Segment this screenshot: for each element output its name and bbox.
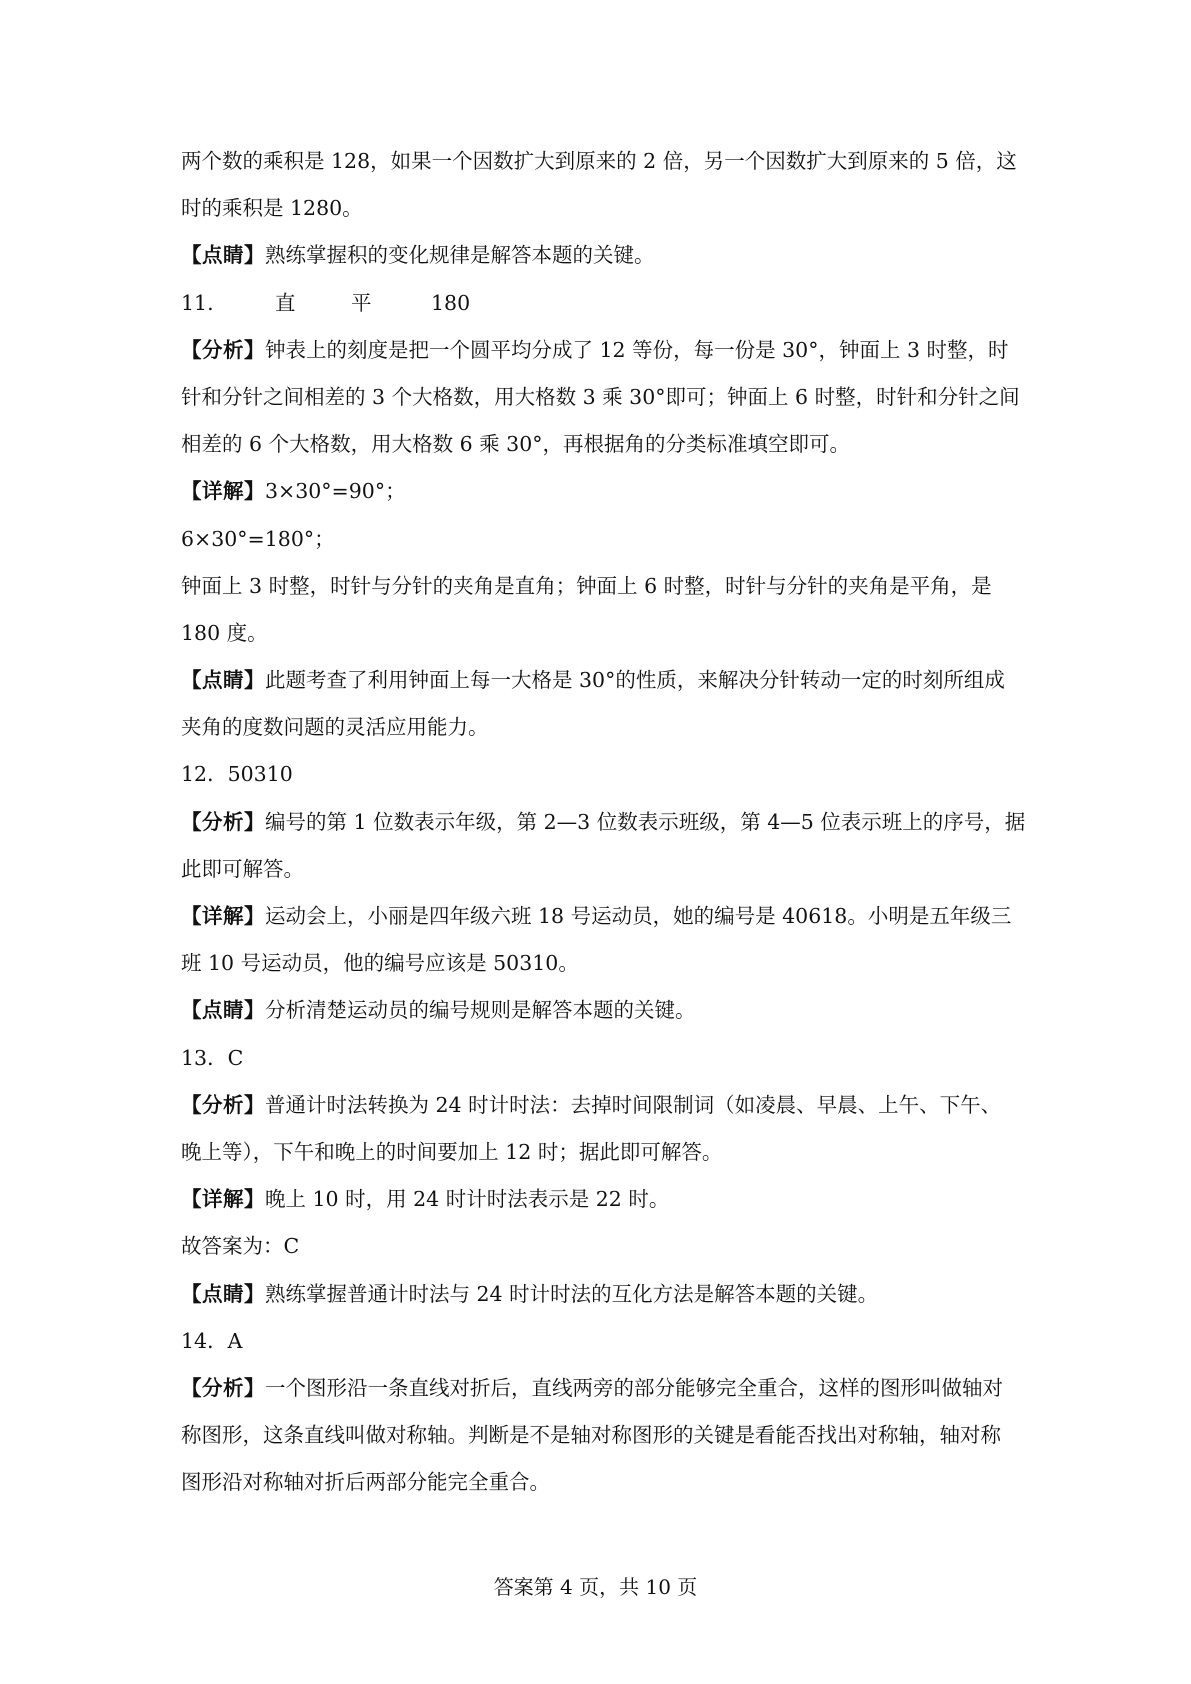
line-text: 一个图形沿一条直线对折后，直线两旁的部分能够完全重合，这样的图形叫做轴对 bbox=[265, 1375, 1003, 1400]
line-text: 图形沿对称轴对折后两部分能完全重合。 bbox=[181, 1470, 550, 1495]
line-text: 13．C bbox=[181, 1045, 244, 1070]
text-line bbox=[181, 657, 1021, 704]
text-line bbox=[181, 232, 1021, 279]
section-tag: 【分析】 bbox=[181, 337, 265, 362]
section-tag: 【详解】 bbox=[181, 1187, 265, 1212]
text-line bbox=[181, 374, 1021, 421]
section-tag: 【分析】 bbox=[181, 1092, 265, 1117]
text-line bbox=[181, 327, 1021, 374]
text-line bbox=[181, 1082, 1021, 1129]
line-text: 称图形，这条直线叫做对称轴。判断是不是轴对称图形的关键是看能否找出对称轴，轴对称 bbox=[181, 1423, 1001, 1448]
text-line bbox=[181, 1412, 1021, 1459]
answer-11-num: 11. bbox=[181, 290, 214, 315]
answer-11-a3: 180 bbox=[431, 290, 471, 315]
line-text: 两个数的乘积是 128，如果一个因数扩大到原来的 2 倍，另一个因数扩大到原来的 5 倍，这 bbox=[181, 149, 1017, 173]
section-tag: 【详解】 bbox=[181, 904, 265, 928]
text-line bbox=[181, 138, 1021, 185]
text-line bbox=[181, 846, 1021, 893]
line-text: 班 10 号运动员，他的编号应该是 50310。 bbox=[181, 951, 579, 976]
line-text: 此即可解答。 bbox=[181, 856, 304, 881]
answer-11-a2: 平 bbox=[351, 290, 372, 315]
line-text: 运动会上，小丽是四年级六班 18 号运动员，她的编号是 40618。小明是五年级三 bbox=[265, 904, 1012, 928]
section-tag: 【点睛】 bbox=[181, 998, 265, 1023]
line-text: 编号的第 1 位数表示年级，第 2—3 位数表示班级，第 4—5 位表示班上的序号，据 bbox=[265, 809, 1026, 834]
line-text: 晚上 10 时，用 24 时计时法表示是 22 时。 bbox=[265, 1187, 670, 1212]
text-line bbox=[181, 468, 1021, 515]
line-text: 6×30°=180°； bbox=[181, 526, 335, 551]
text-line bbox=[181, 940, 1021, 987]
text-line bbox=[181, 185, 1021, 232]
line-text: 夹角的度数问题的灵活应用能力。 bbox=[181, 715, 489, 740]
line-text: 此题考查了利用钟面上每一大格是 30°的性质，来解决分针转动一定的时刻所组成 bbox=[265, 668, 1005, 693]
answer-11-line bbox=[181, 280, 1021, 327]
line-text: 晚上等），下午和晚上的时间要加上 12 时；据此即可解答。 bbox=[181, 1139, 723, 1164]
text-line bbox=[181, 1318, 1021, 1365]
text-line bbox=[181, 1365, 1021, 1412]
text-line bbox=[181, 751, 1021, 798]
line-text: 14．A bbox=[181, 1328, 243, 1353]
text-line bbox=[181, 516, 1021, 563]
section-tag: 【详解】 bbox=[181, 479, 265, 504]
text-line bbox=[181, 563, 1021, 610]
line-text: 普通计时法转换为 24 时计时法：去掉时间限制词（如凌晨、早晨、上午、下午、 bbox=[265, 1092, 1002, 1117]
line-text: 熟练掌握普通计时法与 24 时计时法的互化方法是解答本题的关键。 bbox=[265, 1281, 879, 1306]
section-tag: 【点睛】 bbox=[181, 668, 265, 693]
line-text: 3×30°=90°； bbox=[265, 479, 406, 504]
text-line bbox=[181, 704, 1021, 751]
line-text: 180 度。 bbox=[181, 620, 268, 645]
section-tag: 【分析】 bbox=[181, 1375, 265, 1400]
section-tag: 【点睛】 bbox=[181, 1281, 265, 1306]
text-line bbox=[181, 799, 1026, 846]
text-line bbox=[181, 1129, 1021, 1176]
line-text: 12．50310 bbox=[181, 762, 293, 787]
line-text: 钟面上 3 时整，时针与分针的夹角是直角；钟面上 6 时整，时针与分针的夹角是平角，是 bbox=[181, 573, 992, 598]
text-line bbox=[181, 1459, 1021, 1506]
line-text: 熟练掌握积的变化规律是解答本题的关键。 bbox=[265, 243, 655, 268]
line-text: 分析清楚运动员的编号规则是解答本题的关键。 bbox=[265, 998, 696, 1023]
line-text: 时的乘积是 1280。 bbox=[181, 196, 363, 221]
line-text: 相差的 6 个大格数，用大格数 6 乘 30°，再根据角的分类标准填空即可。 bbox=[181, 432, 851, 457]
section-tag: 【点睛】 bbox=[181, 243, 265, 268]
section-tag: 【分析】 bbox=[181, 809, 265, 834]
text-line bbox=[181, 1035, 1021, 1082]
text-line bbox=[181, 610, 1021, 657]
text-line bbox=[181, 1176, 1021, 1223]
line-text: 针和分针之间相差的 3 个大格数，用大格数 3 乘 30°即可；钟面上 6 时整，时针和分针之间 bbox=[181, 384, 1020, 409]
line-text: 故答案为：C bbox=[181, 1234, 300, 1259]
text-line bbox=[181, 1271, 1021, 1318]
line-text: 钟表上的刻度是把一个圆平均分成了 12 等份，每一份是 30°，钟面上 3 时整，时 bbox=[265, 337, 1009, 362]
text-line bbox=[181, 421, 1021, 468]
answer-11-a1: 直 bbox=[275, 290, 296, 315]
text-line bbox=[181, 1223, 1021, 1270]
text-line bbox=[181, 987, 1021, 1034]
page-footer: 答案第 4 页，共 10 页 bbox=[493, 1575, 698, 1599]
text-line bbox=[181, 893, 1021, 940]
answer-content bbox=[181, 138, 1026, 1506]
